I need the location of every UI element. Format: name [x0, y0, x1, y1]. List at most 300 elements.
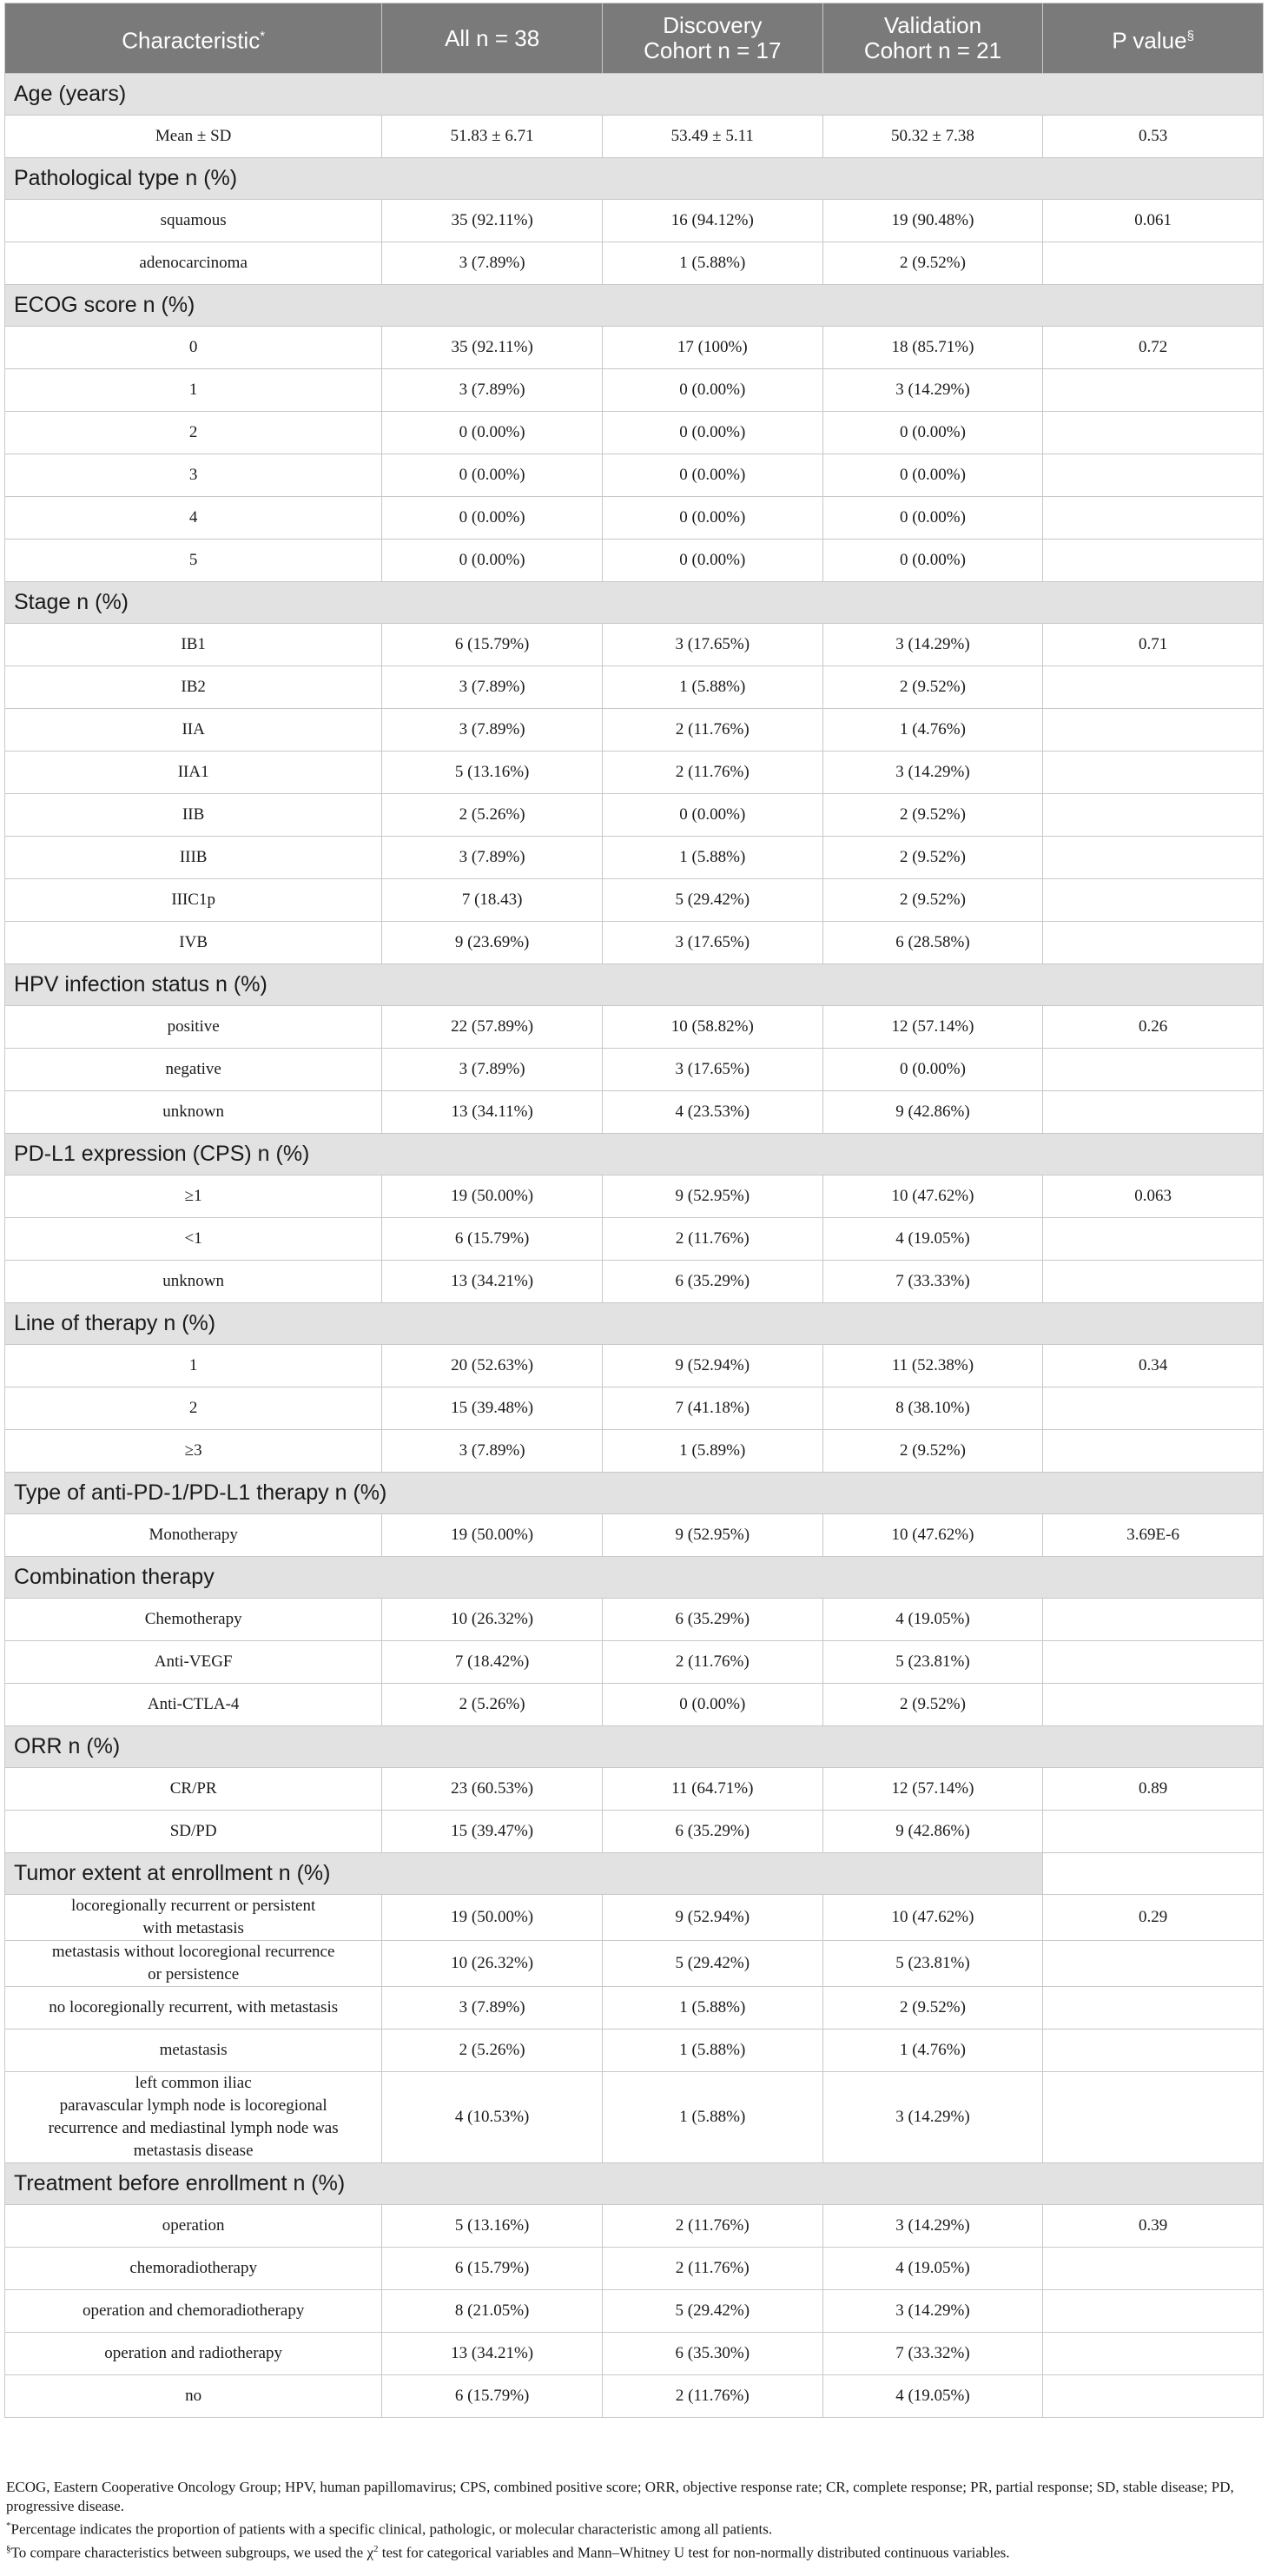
cell-validation: 2 (9.52%) [822, 1684, 1043, 1726]
cell-p-value [1043, 1599, 1264, 1641]
cell-p-value [1043, 709, 1264, 752]
cell-p-value [1043, 2248, 1264, 2290]
cell-all: 22 (57.89%) [382, 1006, 603, 1049]
cell-p-value [1043, 454, 1264, 497]
cell-discovery: 0 (0.00%) [602, 454, 822, 497]
cell-validation: 2 (9.52%) [822, 837, 1043, 879]
footnote-section-text-b: test for categorical variables and Mann–Whitney U test for non-normally distributed continuous variables. [378, 2544, 1010, 2561]
row-label: 1 [5, 369, 382, 412]
cell-validation: 2 (9.52%) [822, 794, 1043, 837]
table-row [5, 1049, 1264, 1091]
cell-all: 8 (21.05%) [382, 2290, 603, 2333]
cell-discovery: 1 (5.88%) [602, 837, 822, 879]
section-header-row [5, 1853, 1264, 1895]
row-label: adenocarcinoma [5, 242, 382, 285]
cell-discovery: 1 (5.88%) [602, 2030, 822, 2072]
cell-p-value [1043, 1091, 1264, 1134]
section-header-row [5, 1726, 1264, 1768]
cell-validation: 5 (23.81%) [822, 1641, 1043, 1684]
row-label: ≥3 [5, 1430, 382, 1473]
cell-all: 3 (7.89%) [382, 837, 603, 879]
cell-p-value [1043, 1218, 1264, 1261]
cell-p-value [1043, 2375, 1264, 2418]
table-row [5, 2030, 1264, 2072]
table-row [5, 879, 1264, 922]
table-row [5, 412, 1264, 454]
cell-validation: 7 (33.33%) [822, 1261, 1043, 1303]
table-row [5, 1987, 1264, 2030]
section-title: Combination therapy [5, 1557, 1264, 1599]
table-row [5, 2290, 1264, 2333]
table-row [5, 1175, 1264, 1218]
cell-discovery: 3 (17.65%) [602, 922, 822, 964]
cell-p-value [1043, 1941, 1264, 1987]
row-label: operation and radiotherapy [5, 2333, 382, 2375]
cell-all: 6 (15.79%) [382, 2375, 603, 2418]
table-row [5, 2072, 1264, 2163]
cell-discovery: 0 (0.00%) [602, 794, 822, 837]
table-row [5, 2248, 1264, 2290]
cell-discovery: 0 (0.00%) [602, 369, 822, 412]
footnote-statistics [6, 2540, 1257, 2563]
cell-validation: 3 (14.29%) [822, 624, 1043, 666]
cell-validation: 1 (4.76%) [822, 709, 1043, 752]
footnote-section-mark: § [6, 2543, 11, 2554]
cell-discovery: 3 (17.65%) [602, 1049, 822, 1091]
table-row [5, 1261, 1264, 1303]
table-row [5, 2375, 1264, 2418]
cell-discovery: 53.49 ± 5.11 [602, 116, 822, 158]
header-characteristic-label: Characteristic [122, 27, 261, 54]
row-label: 2 [5, 1387, 382, 1430]
table-row [5, 666, 1264, 709]
row-label: positive [5, 1006, 382, 1049]
table-row [5, 1345, 1264, 1387]
row-label: IB1 [5, 624, 382, 666]
row-label: unknown [5, 1091, 382, 1134]
section-header-row [5, 1134, 1264, 1175]
cell-p-value [1043, 837, 1264, 879]
table-row [5, 1006, 1264, 1049]
table-row [5, 1218, 1264, 1261]
cell-p-value [1043, 1261, 1264, 1303]
row-label: Mean ± SD [5, 116, 382, 158]
table-row [5, 1941, 1264, 1987]
footnote-section-text-a: To compare characteristics between subgroups, we used the χ [10, 2544, 374, 2561]
cell-p-value: 0.29 [1043, 1895, 1264, 1941]
table-row [5, 116, 1264, 158]
header-discovery [602, 3, 822, 74]
row-label: chemoradiotherapy [5, 2248, 382, 2290]
cell-discovery: 2 (11.76%) [602, 2205, 822, 2248]
table-row [5, 1768, 1264, 1811]
cell-validation: 4 (19.05%) [822, 2375, 1043, 2418]
row-label: 2 [5, 412, 382, 454]
section-header-row [5, 285, 1264, 327]
cell-all: 3 (7.89%) [382, 369, 603, 412]
cell-validation: 2 (9.52%) [822, 666, 1043, 709]
row-label: IIA1 [5, 752, 382, 794]
header-characteristic [5, 3, 382, 74]
section-header-row [5, 1473, 1264, 1514]
cell-p-value: 0.39 [1043, 2205, 1264, 2248]
table-row [5, 1641, 1264, 1684]
table-row [5, 2333, 1264, 2375]
cell-all: 19 (50.00%) [382, 1175, 603, 1218]
cell-discovery: 7 (41.18%) [602, 1387, 822, 1430]
table-header-row [5, 3, 1264, 74]
cell-all: 15 (39.48%) [382, 1387, 603, 1430]
cell-validation: 0 (0.00%) [822, 497, 1043, 540]
row-label: no locoregionally recurrent, with metastasis [5, 1987, 382, 2030]
cell-discovery: 9 (52.94%) [602, 1345, 822, 1387]
characteristics-table [4, 3, 1264, 2418]
row-label: Monotherapy [5, 1514, 382, 1557]
cell-validation: 5 (23.81%) [822, 1941, 1043, 1987]
cell-p-value [1043, 412, 1264, 454]
cell-p-value [1043, 2333, 1264, 2375]
cell-p-value [1043, 1430, 1264, 1473]
cell-validation: 3 (14.29%) [822, 2205, 1043, 2248]
cell-all: 15 (39.47%) [382, 1811, 603, 1853]
cell-discovery: 9 (52.95%) [602, 1175, 822, 1218]
section-title: Stage n (%) [5, 582, 1264, 624]
cell-all: 10 (26.32%) [382, 1941, 603, 1987]
header-p-value [1043, 3, 1264, 74]
section-title: Treatment before enrollment n (%) [5, 2163, 1264, 2205]
row-label: negative [5, 1049, 382, 1091]
cell-p-value: 0.34 [1043, 1345, 1264, 1387]
section-title: HPV infection status n (%) [5, 964, 1264, 1006]
cell-discovery: 2 (11.76%) [602, 752, 822, 794]
cell-all: 6 (15.79%) [382, 1218, 603, 1261]
cell-p-value [1043, 369, 1264, 412]
cell-validation: 0 (0.00%) [822, 412, 1043, 454]
section-title: ORR n (%) [5, 1726, 1264, 1768]
cell-validation: 12 (57.14%) [822, 1006, 1043, 1049]
cell-all: 19 (50.00%) [382, 1514, 603, 1557]
cell-discovery: 11 (64.71%) [602, 1768, 822, 1811]
cell-validation: 3 (14.29%) [822, 2290, 1043, 2333]
table-row [5, 709, 1264, 752]
table-row [5, 624, 1264, 666]
cell-validation: 4 (19.05%) [822, 2248, 1043, 2290]
cell-all: 7 (18.42%) [382, 1641, 603, 1684]
section-title: Tumor extent at enrollment n (%) [5, 1853, 1043, 1895]
row-label: 3 [5, 454, 382, 497]
cell-validation: 6 (28.58%) [822, 922, 1043, 964]
section-title: Line of therapy n (%) [5, 1303, 1264, 1345]
table-row [5, 454, 1264, 497]
section-title: Pathological type n (%) [5, 158, 1264, 200]
row-label: Anti-VEGF [5, 1641, 382, 1684]
row-label: CR/PR [5, 1768, 382, 1811]
row-label: squamous [5, 200, 382, 242]
cell-validation: 11 (52.38%) [822, 1345, 1043, 1387]
row-label: IVB [5, 922, 382, 964]
cell-all: 20 (52.63%) [382, 1345, 603, 1387]
cell-validation: 50.32 ± 7.38 [822, 116, 1043, 158]
footnote-star-mark: * [6, 2520, 11, 2531]
row-label: operation [5, 2205, 382, 2248]
header-p-value-mark: § [1186, 28, 1194, 43]
cell-p-value [1043, 666, 1264, 709]
section-header-blank-cell [1043, 1853, 1264, 1895]
cell-all: 10 (26.32%) [382, 1599, 603, 1641]
cell-discovery: 1 (5.89%) [602, 1430, 822, 1473]
cell-discovery: 4 (23.53%) [602, 1091, 822, 1134]
cell-all: 13 (34.21%) [382, 1261, 603, 1303]
section-header-row [5, 74, 1264, 116]
cell-discovery: 10 (58.82%) [602, 1006, 822, 1049]
cell-all: 5 (13.16%) [382, 2205, 603, 2248]
cell-discovery: 1 (5.88%) [602, 242, 822, 285]
footnote-chi-square-exponent: 2 [373, 2543, 379, 2554]
header-discovery-line1: Discovery [663, 12, 763, 38]
cell-validation: 18 (85.71%) [822, 327, 1043, 369]
row-label: locoregionally recurrent or persistent with metastasis [5, 1895, 382, 1941]
header-validation-line1: Validation [883, 12, 982, 38]
table-row [5, 1387, 1264, 1430]
cell-all: 23 (60.53%) [382, 1768, 603, 1811]
row-label: left common iliac paravascular lymph node is locoregional recurrence and mediastinal lymph node was metastasis disease [5, 2072, 382, 2163]
cell-p-value: 0.72 [1043, 327, 1264, 369]
cell-all: 3 (7.89%) [382, 1987, 603, 2030]
table-row [5, 1811, 1264, 1853]
cell-p-value [1043, 2030, 1264, 2072]
table-row [5, 327, 1264, 369]
section-header-row [5, 1303, 1264, 1345]
row-label: unknown [5, 1261, 382, 1303]
cell-validation: 10 (47.62%) [822, 1514, 1043, 1557]
cell-discovery: 2 (11.76%) [602, 2248, 822, 2290]
cell-p-value: 0.061 [1043, 200, 1264, 242]
cell-discovery: 0 (0.00%) [602, 1684, 822, 1726]
table-row [5, 1514, 1264, 1557]
cell-all: 35 (92.11%) [382, 327, 603, 369]
cell-validation: 2 (9.52%) [822, 879, 1043, 922]
cell-discovery: 5 (29.42%) [602, 1941, 822, 1987]
cell-discovery: 2 (11.76%) [602, 2375, 822, 2418]
table-row [5, 200, 1264, 242]
section-header-row [5, 2163, 1264, 2205]
cell-p-value [1043, 242, 1264, 285]
cell-discovery: 6 (35.29%) [602, 1261, 822, 1303]
cell-all: 2 (5.26%) [382, 2030, 603, 2072]
row-label: Anti-CTLA-4 [5, 1684, 382, 1726]
row-label: IB2 [5, 666, 382, 709]
header-all: All n = 38 [382, 3, 603, 74]
cell-all: 3 (7.89%) [382, 709, 603, 752]
table-row [5, 1599, 1264, 1641]
cell-p-value: 0.71 [1043, 624, 1264, 666]
cell-p-value [1043, 540, 1264, 582]
cell-p-value [1043, 1049, 1264, 1091]
cell-discovery: 6 (35.29%) [602, 1599, 822, 1641]
cell-p-value [1043, 922, 1264, 964]
cell-all: 3 (7.89%) [382, 1430, 603, 1473]
cell-validation: 4 (19.05%) [822, 1599, 1043, 1641]
row-label: IIB [5, 794, 382, 837]
cell-discovery: 9 (52.94%) [602, 1895, 822, 1941]
footnote-abbreviations: ECOG, Eastern Cooperative Oncology Group; HPV, human papillomavirus; CPS, combined positive score; ORR, objective response rate; CR, complete response; PR, partial response; SD, stable disease; PD, progressive disease. [6, 2479, 1234, 2514]
cell-all: 4 (10.53%) [382, 2072, 603, 2163]
row-label: <1 [5, 1218, 382, 1261]
cell-discovery: 1 (5.88%) [602, 666, 822, 709]
cell-validation: 10 (47.62%) [822, 1175, 1043, 1218]
cell-p-value: 0.53 [1043, 116, 1264, 158]
cell-all: 2 (5.26%) [382, 794, 603, 837]
cell-p-value: 3.69E-6 [1043, 1514, 1264, 1557]
cell-all: 0 (0.00%) [382, 497, 603, 540]
cell-all: 13 (34.11%) [382, 1091, 603, 1134]
section-title: Age (years) [5, 74, 1264, 116]
cell-p-value [1043, 879, 1264, 922]
table-row [5, 1895, 1264, 1941]
table-row [5, 497, 1264, 540]
cell-all: 0 (0.00%) [382, 412, 603, 454]
cell-discovery: 6 (35.29%) [602, 1811, 822, 1853]
cell-validation: 8 (38.10%) [822, 1387, 1043, 1430]
section-header-row [5, 582, 1264, 624]
row-label: 4 [5, 497, 382, 540]
cell-discovery: 0 (0.00%) [602, 540, 822, 582]
table-footnotes [6, 2478, 1257, 2562]
cell-all: 3 (7.89%) [382, 666, 603, 709]
cell-all: 9 (23.69%) [382, 922, 603, 964]
cell-p-value [1043, 497, 1264, 540]
cell-all: 19 (50.00%) [382, 1895, 603, 1941]
cell-p-value [1043, 1387, 1264, 1430]
cell-validation: 1 (4.76%) [822, 2030, 1043, 2072]
cell-all: 3 (7.89%) [382, 1049, 603, 1091]
cell-p-value [1043, 1641, 1264, 1684]
cell-all: 7 (18.43) [382, 879, 603, 922]
table-row [5, 794, 1264, 837]
cell-discovery: 6 (35.30%) [602, 2333, 822, 2375]
row-label: ≥1 [5, 1175, 382, 1218]
cell-validation: 3 (14.29%) [822, 2072, 1043, 2163]
section-title: PD-L1 expression (CPS) n (%) [5, 1134, 1264, 1175]
row-label: metastasis without locoregional recurrence or persistence [5, 1941, 382, 1987]
cell-validation: 3 (14.29%) [822, 752, 1043, 794]
cell-validation: 3 (14.29%) [822, 369, 1043, 412]
cell-discovery: 5 (29.42%) [602, 2290, 822, 2333]
cell-all: 6 (15.79%) [382, 624, 603, 666]
cell-p-value [1043, 1811, 1264, 1853]
cell-discovery: 5 (29.42%) [602, 879, 822, 922]
footnote-star-text: Percentage indicates the proportion of patients with a specific clinical, pathologic, or molecular characteristic among all patients. [10, 2520, 773, 2538]
cell-validation: 2 (9.52%) [822, 242, 1043, 285]
header-validation-line2: Cohort n = 21 [863, 37, 1002, 63]
cell-validation: 0 (0.00%) [822, 1049, 1043, 1091]
row-label: no [5, 2375, 382, 2418]
cell-discovery: 1 (5.88%) [602, 2072, 822, 2163]
cell-validation: 9 (42.86%) [822, 1091, 1043, 1134]
cell-validation: 9 (42.86%) [822, 1811, 1043, 1853]
cell-discovery: 3 (17.65%) [602, 624, 822, 666]
row-label: Chemotherapy [5, 1599, 382, 1641]
cell-p-value [1043, 1684, 1264, 1726]
section-header-row [5, 158, 1264, 200]
row-label: 5 [5, 540, 382, 582]
cell-discovery: 1 (5.88%) [602, 1987, 822, 2030]
cell-p-value [1043, 2072, 1264, 2163]
cell-all: 35 (92.11%) [382, 200, 603, 242]
header-discovery-line2: Cohort n = 17 [644, 37, 782, 63]
cell-p-value: 0.063 [1043, 1175, 1264, 1218]
cell-validation: 4 (19.05%) [822, 1218, 1043, 1261]
row-label: IIIC1p [5, 879, 382, 922]
table-row [5, 369, 1264, 412]
table-row [5, 837, 1264, 879]
section-title: Type of anti-PD-1/PD-L1 therapy n (%) [5, 1473, 1264, 1514]
cell-discovery: 17 (100%) [602, 327, 822, 369]
cell-p-value: 0.26 [1043, 1006, 1264, 1049]
section-header-row [5, 1557, 1264, 1599]
table-row [5, 540, 1264, 582]
row-label: SD/PD [5, 1811, 382, 1853]
row-label: 1 [5, 1345, 382, 1387]
cell-validation: 19 (90.48%) [822, 200, 1043, 242]
cell-discovery: 2 (11.76%) [602, 1641, 822, 1684]
footnote-percentage [6, 2516, 1257, 2540]
row-label: metastasis [5, 2030, 382, 2072]
cell-discovery: 9 (52.95%) [602, 1514, 822, 1557]
cell-p-value [1043, 752, 1264, 794]
cell-validation: 10 (47.62%) [822, 1895, 1043, 1941]
table-row [5, 1091, 1264, 1134]
cell-p-value [1043, 1987, 1264, 2030]
cell-discovery: 2 (11.76%) [602, 709, 822, 752]
table-row [5, 242, 1264, 285]
cell-discovery: 2 (11.76%) [602, 1218, 822, 1261]
cell-discovery: 0 (0.00%) [602, 497, 822, 540]
cell-all: 3 (7.89%) [382, 242, 603, 285]
cell-validation: 2 (9.52%) [822, 1987, 1043, 2030]
cell-p-value [1043, 2290, 1264, 2333]
cell-all: 5 (13.16%) [382, 752, 603, 794]
row-label: IIIB [5, 837, 382, 879]
row-label: operation and chemoradiotherapy [5, 2290, 382, 2333]
cell-all: 0 (0.00%) [382, 454, 603, 497]
table-row [5, 2205, 1264, 2248]
section-header-row [5, 964, 1264, 1006]
cell-all: 2 (5.26%) [382, 1684, 603, 1726]
header-validation [822, 3, 1043, 74]
header-p-value-label: P value [1112, 27, 1187, 54]
cell-validation: 0 (0.00%) [822, 454, 1043, 497]
cell-p-value: 0.89 [1043, 1768, 1264, 1811]
section-title: ECOG score n (%) [5, 285, 1264, 327]
cell-validation: 7 (33.32%) [822, 2333, 1043, 2375]
cell-p-value [1043, 794, 1264, 837]
cell-all: 6 (15.79%) [382, 2248, 603, 2290]
cell-discovery: 0 (0.00%) [602, 412, 822, 454]
cell-all: 0 (0.00%) [382, 540, 603, 582]
header-characteristic-mark: * [260, 28, 266, 43]
cell-all: 51.83 ± 6.71 [382, 116, 603, 158]
cell-validation: 12 (57.14%) [822, 1768, 1043, 1811]
table-row [5, 1430, 1264, 1473]
cell-validation: 0 (0.00%) [822, 540, 1043, 582]
table-row [5, 922, 1264, 964]
cell-validation: 2 (9.52%) [822, 1430, 1043, 1473]
table-row [5, 1684, 1264, 1726]
table-row [5, 752, 1264, 794]
row-label: IIA [5, 709, 382, 752]
cell-all: 13 (34.21%) [382, 2333, 603, 2375]
